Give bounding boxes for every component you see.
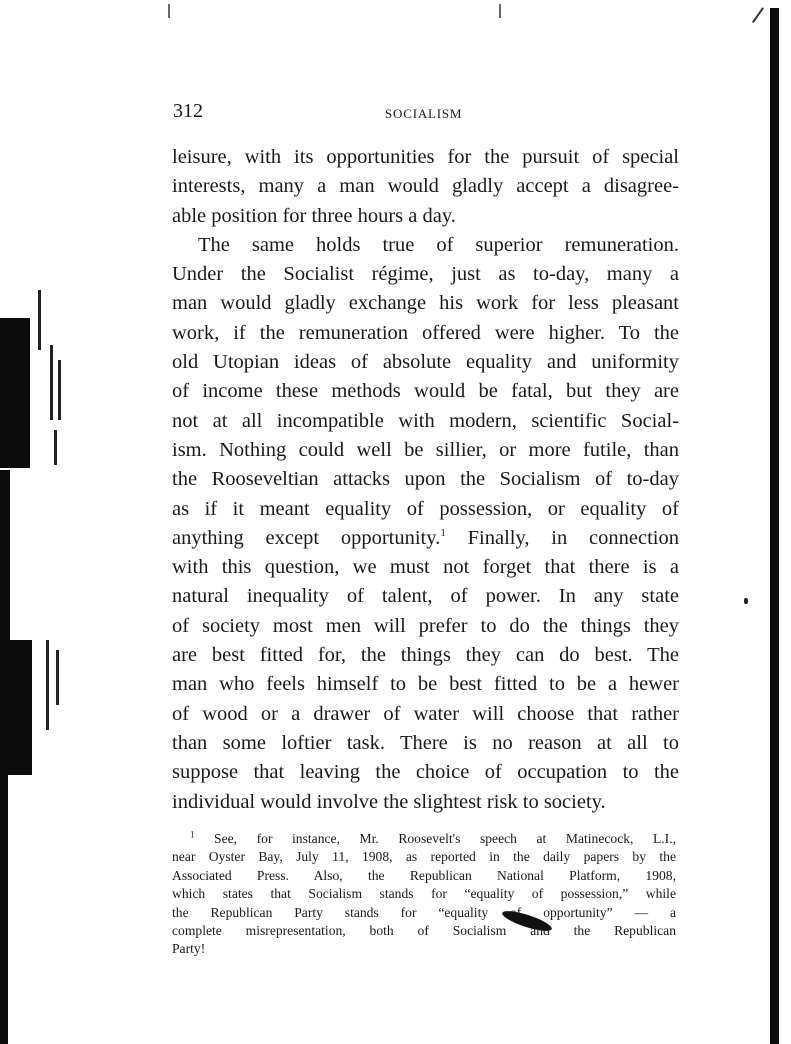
footnote-line: Party! — [172, 941, 206, 957]
text-line: man would gladly exchange his work for less pleasant — [172, 292, 679, 315]
scan-left-shadow — [0, 775, 8, 1044]
text-line: of society most men will prefer to do the things they — [172, 614, 679, 637]
body-text — [172, 143, 679, 817]
scan-speck — [499, 4, 501, 18]
text-line — [172, 524, 679, 553]
running-head: SOCIALISM — [385, 106, 463, 121]
text-line: of wood or a drawer of water will choose that rather — [172, 702, 679, 725]
text-line: interests, many a man would gladly accept a disagree- — [172, 175, 679, 198]
scan-mark — [58, 360, 61, 420]
text-line: man who feels himself to be best fitted to be a hewer — [172, 673, 679, 696]
scan-mark — [50, 345, 53, 420]
text-line: Under the Socialist régime, just as to-day, many a — [172, 263, 679, 286]
text-segment: anything except opportunity. — [172, 526, 441, 549]
scan-speck — [168, 4, 170, 18]
scan-left-shadow — [0, 640, 32, 775]
text-line: ism. Nothing could well be sillier, or more futile, than — [172, 438, 679, 461]
footnote — [172, 830, 676, 959]
footnote-line: complete misrepresentation, both of Socialism and the Republican — [172, 922, 676, 938]
footnote-line: near Oyster Bay, July 11, 1908, as reported in the daily papers by the — [172, 849, 676, 865]
text-line: leisure, with its opportunities for the pursuit of special — [172, 146, 679, 168]
text-line: with this question, we must not forget that there is a — [172, 556, 679, 579]
scan-mark — [38, 290, 41, 350]
scan-corner-mark — [752, 7, 764, 23]
footnote-line: Associated Press. Also, the Republican National Platform, 1908, — [172, 867, 676, 883]
text-line: old Utopian ideas of absolute equality and uniformity — [172, 351, 679, 374]
scan-left-shadow — [0, 470, 10, 640]
scan-right-border — [770, 8, 779, 1044]
page-header — [173, 100, 683, 130]
text-line: are best fitted for, the things they can do best. The — [172, 644, 679, 667]
text-line: of income these methods would be fatal, but they are — [172, 380, 679, 403]
text-segment: Finally, in connection — [445, 526, 679, 549]
text-line: than some loftier task. There is no reason at all to — [172, 731, 679, 754]
text-line: not at all incompatible with modern, scientific Social- — [172, 409, 679, 432]
footnote-text: See, for instance, Mr. Roosevelt's speech at Matinecock, L.I., — [194, 831, 676, 846]
scan-speck — [744, 598, 748, 604]
footnote-line: the Republican Party stands for “equality of opportunity” — a — [172, 904, 676, 920]
scan-mark — [46, 640, 49, 730]
text-line: work, if the remuneration offered were higher. To the — [172, 321, 679, 344]
scan-mark — [54, 430, 57, 465]
scan-mark — [56, 650, 59, 705]
text-line: natural inequality of talent, of power. In any state — [172, 585, 679, 608]
text-line: individual would involve the slightest risk to society. — [172, 790, 606, 813]
page-number: 312 — [173, 100, 203, 122]
footnote-line: which states that Socialism stands for “equality of possession,” while — [172, 886, 676, 902]
footnote-reference: 1 — [440, 527, 446, 540]
text-line: as if it meant equality of possession, or equality of — [172, 497, 679, 520]
text-line: able position for three hours a day. — [172, 204, 456, 227]
footnote-line — [172, 830, 676, 848]
text-line: the Rooseveltian attacks upon the Socialism of to-day — [172, 468, 679, 491]
text-line: The same holds true of superior remuneration. — [198, 233, 679, 256]
text-line: suppose that leaving the choice of occupation to the — [172, 761, 679, 784]
footnote-marker: 1 — [190, 829, 195, 840]
scan-left-shadow — [0, 318, 30, 468]
